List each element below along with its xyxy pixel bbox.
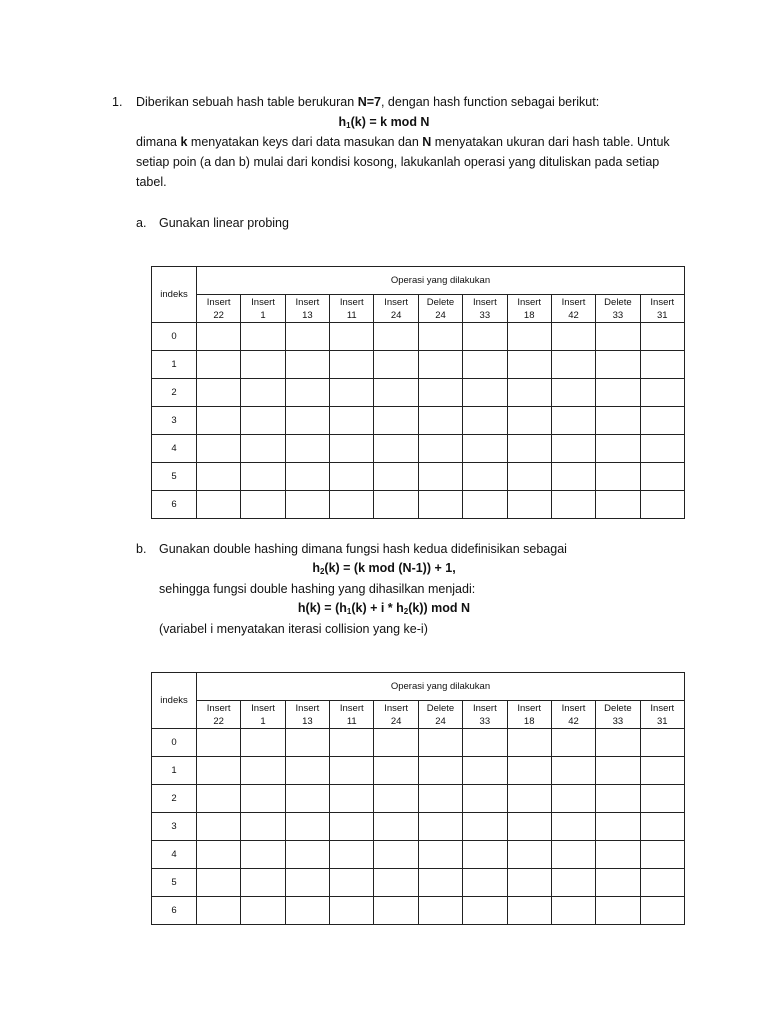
- formula-h2-h: h: [312, 561, 320, 575]
- table-cell[interactable]: [285, 463, 329, 491]
- operation-header-cell: [418, 295, 462, 323]
- table-cell[interactable]: [197, 897, 241, 925]
- table-row: [152, 785, 685, 813]
- table-cell[interactable]: [640, 491, 684, 519]
- table-cell[interactable]: [374, 729, 418, 757]
- table-cell[interactable]: [197, 813, 241, 841]
- row-index: 0: [152, 729, 197, 757]
- table-cell[interactable]: [507, 785, 551, 813]
- table-cell[interactable]: [551, 841, 595, 869]
- table-cell[interactable]: [596, 463, 640, 491]
- table-cell[interactable]: [374, 757, 418, 785]
- table-cell[interactable]: [640, 379, 684, 407]
- desc-part: menyatakan ukuran dari hash table. Untuk: [431, 135, 670, 149]
- table-cell[interactable]: [551, 379, 595, 407]
- desc-k: k: [180, 135, 188, 149]
- operation-key: 31: [657, 309, 668, 321]
- table-cell[interactable]: [285, 729, 329, 757]
- description-line-2: setiap poin (a dan b) mulai dari kondisi kosong, lakukanlah operasi yang dituliskan pada setiap: [136, 155, 660, 169]
- table-cell[interactable]: [197, 463, 241, 491]
- table-cell[interactable]: [507, 491, 551, 519]
- table-cell[interactable]: [285, 813, 329, 841]
- table-cell[interactable]: [197, 841, 241, 869]
- table-cell[interactable]: [463, 407, 507, 435]
- table-cell[interactable]: [330, 729, 374, 757]
- formula-h1: [0, 112, 768, 132]
- question-intro: [136, 92, 599, 112]
- formula-double-hash: [0, 598, 768, 618]
- table-cell[interactable]: [241, 841, 285, 869]
- operation-header-cell: [197, 701, 241, 729]
- table-cell[interactable]: [507, 379, 551, 407]
- table-cell[interactable]: [507, 407, 551, 435]
- table-cell[interactable]: [330, 841, 374, 869]
- operation-key: 24: [390, 309, 402, 321]
- table-cell[interactable]: [551, 785, 595, 813]
- operation-header-cell: [640, 295, 684, 323]
- operation-type: Insert: [206, 702, 231, 714]
- table-cell[interactable]: [241, 407, 285, 435]
- part-b-text-3: (variabel i menyatakan iterasi collision yang ke-i): [159, 622, 428, 636]
- part-a-label: a.: [136, 216, 147, 230]
- operation-header-cell: [463, 701, 507, 729]
- table-cell[interactable]: [241, 463, 285, 491]
- table-cell[interactable]: [285, 351, 329, 379]
- operation-key: 33: [612, 309, 624, 321]
- row-index: 2: [152, 785, 197, 813]
- table-cell[interactable]: [551, 813, 595, 841]
- table-cell[interactable]: [285, 379, 329, 407]
- table-cell[interactable]: [640, 463, 684, 491]
- operation-key: 31: [657, 715, 668, 727]
- table-cell[interactable]: [285, 869, 329, 897]
- table-cell[interactable]: [285, 491, 329, 519]
- operation-type: Insert: [517, 702, 542, 714]
- operation-type: Delete: [426, 702, 455, 714]
- operations-header: Operasi yang dilakukan: [197, 673, 685, 701]
- table-cell[interactable]: [596, 351, 640, 379]
- table-cell[interactable]: [507, 463, 551, 491]
- table-cell[interactable]: [596, 813, 640, 841]
- table-cell[interactable]: [330, 407, 374, 435]
- operation-type: Insert: [561, 296, 586, 308]
- part-b-text: Gunakan double hashing dimana fungsi hash kedua didefinisikan sebagai: [159, 542, 567, 556]
- table-cell[interactable]: [374, 491, 418, 519]
- operation-type: Insert: [339, 702, 364, 714]
- table-cell[interactable]: [285, 323, 329, 351]
- table-cell[interactable]: [463, 435, 507, 463]
- operation-key: 24: [435, 715, 446, 727]
- formula-h2: [0, 558, 768, 578]
- index-header: indeks: [152, 673, 197, 729]
- table-cell[interactable]: [596, 897, 640, 925]
- description-line-1: [136, 132, 670, 152]
- table-cell[interactable]: [551, 463, 595, 491]
- formula-part: h(k) = (h: [297, 601, 347, 615]
- table-cell[interactable]: [197, 435, 241, 463]
- formula-sub: 2: [403, 607, 409, 616]
- operation-header-cell: [507, 295, 551, 323]
- operation-header-cell: [507, 701, 551, 729]
- table-cell[interactable]: [596, 785, 640, 813]
- operations-row: [152, 295, 685, 323]
- table-cell[interactable]: [551, 491, 595, 519]
- table-cell[interactable]: [374, 841, 418, 869]
- table-cell[interactable]: [551, 729, 595, 757]
- row-index: 2: [152, 379, 197, 407]
- row-index: 0: [152, 323, 197, 351]
- table-cell[interactable]: [241, 379, 285, 407]
- operation-key: 33: [479, 309, 491, 321]
- table-row: [152, 897, 685, 925]
- operation-header-cell: [551, 701, 595, 729]
- operation-header-cell: [241, 295, 285, 323]
- table-cell[interactable]: [418, 785, 462, 813]
- table-cell[interactable]: [241, 785, 285, 813]
- operation-type: Insert: [517, 296, 542, 308]
- table-cell[interactable]: [463, 897, 507, 925]
- table-cell[interactable]: [374, 869, 418, 897]
- table-cell[interactable]: [463, 785, 507, 813]
- table-cell[interactable]: [418, 491, 462, 519]
- table-cell[interactable]: [418, 757, 462, 785]
- table-row: [152, 491, 685, 519]
- operation-header-cell: [596, 295, 640, 323]
- table-row: [152, 351, 685, 379]
- table-cell[interactable]: [418, 351, 462, 379]
- table-cell[interactable]: [197, 869, 241, 897]
- table-cell[interactable]: [241, 323, 285, 351]
- desc-part: menyatakan keys dari data masukan dan: [187, 135, 423, 149]
- description-line-3: tabel.: [136, 175, 167, 189]
- table-cell[interactable]: [241, 897, 285, 925]
- operation-key: 24: [390, 715, 402, 727]
- table-cell[interactable]: [241, 351, 285, 379]
- table-row: [152, 435, 685, 463]
- formula-h1-sub: 1: [346, 121, 351, 130]
- operation-key: 13: [302, 309, 313, 321]
- row-index: 6: [152, 897, 197, 925]
- formula-part: (k) + i * h: [351, 601, 404, 615]
- operation-key: 1: [260, 309, 266, 321]
- table-cell[interactable]: [640, 897, 684, 925]
- table-cell[interactable]: [596, 323, 640, 351]
- table-cell[interactable]: [640, 785, 684, 813]
- table-cell[interactable]: [640, 813, 684, 841]
- table-cell[interactable]: [463, 869, 507, 897]
- table-cell[interactable]: [463, 841, 507, 869]
- table-cell[interactable]: [330, 323, 374, 351]
- operation-type: Insert: [650, 296, 675, 308]
- table-cell[interactable]: [285, 841, 329, 869]
- operation-type: Insert: [472, 702, 497, 714]
- table-cell[interactable]: [418, 435, 462, 463]
- table-cell[interactable]: [463, 491, 507, 519]
- operation-key: 22: [213, 715, 224, 727]
- table-cell[interactable]: [418, 407, 462, 435]
- operation-header-cell: [330, 701, 374, 729]
- table-row: [152, 463, 685, 491]
- table-cell[interactable]: [507, 323, 551, 351]
- table-cell[interactable]: [640, 435, 684, 463]
- table-size: N=7: [357, 95, 381, 109]
- question-number: 1.: [112, 95, 123, 109]
- operation-key: 11: [346, 715, 357, 727]
- part-b-label: b.: [136, 542, 147, 556]
- table-cell[interactable]: [507, 729, 551, 757]
- table-cell[interactable]: [507, 435, 551, 463]
- formula-h2-sub: 2: [319, 567, 325, 576]
- operation-key: 18: [523, 715, 535, 727]
- row-index: 5: [152, 463, 197, 491]
- operation-type: Insert: [384, 702, 408, 714]
- table-cell[interactable]: [330, 869, 374, 897]
- table-cell[interactable]: [507, 897, 551, 925]
- row-index: 3: [152, 813, 197, 841]
- table-cell[interactable]: [640, 757, 684, 785]
- table-cell[interactable]: [418, 813, 462, 841]
- operation-header-cell: [330, 295, 374, 323]
- row-index: 3: [152, 407, 197, 435]
- operation-type: Insert: [251, 296, 275, 308]
- table-row: [152, 869, 685, 897]
- formula-sub: 1: [346, 607, 352, 616]
- table-cell[interactable]: [418, 841, 462, 869]
- operation-key: 1: [260, 715, 266, 727]
- table-cell[interactable]: [640, 351, 684, 379]
- formula-h2-rest: (k) = (k mod (N-1)) + 1,: [324, 561, 456, 575]
- operation-key: 42: [568, 715, 579, 727]
- table-row: [152, 407, 685, 435]
- table-cell[interactable]: [507, 841, 551, 869]
- operation-type: Insert: [384, 296, 408, 308]
- table-cell[interactable]: [374, 785, 418, 813]
- operation-type: Insert: [206, 296, 231, 308]
- table-cell[interactable]: [241, 813, 285, 841]
- operations-row: [152, 701, 685, 729]
- table-cell[interactable]: [418, 323, 462, 351]
- operation-header-cell: [285, 295, 329, 323]
- operation-header-cell: [596, 701, 640, 729]
- formula-h1-h: h: [338, 115, 347, 129]
- row-index: 4: [152, 841, 197, 869]
- table-cell[interactable]: [374, 379, 418, 407]
- table-cell[interactable]: [330, 351, 374, 379]
- table-cell[interactable]: [330, 785, 374, 813]
- table-cell[interactable]: [241, 491, 285, 519]
- operation-key: 13: [302, 715, 313, 727]
- row-index: 5: [152, 869, 197, 897]
- table-cell[interactable]: [640, 407, 684, 435]
- operation-type: Insert: [561, 702, 586, 714]
- table-cell[interactable]: [330, 757, 374, 785]
- operation-key: 33: [479, 715, 491, 727]
- table-cell[interactable]: [463, 323, 507, 351]
- table-cell[interactable]: [463, 379, 507, 407]
- table-cell[interactable]: [374, 463, 418, 491]
- table-cell[interactable]: [596, 757, 640, 785]
- operation-type: Insert: [472, 296, 497, 308]
- table-cell[interactable]: [285, 757, 329, 785]
- table-cell[interactable]: [640, 869, 684, 897]
- table-cell[interactable]: [596, 435, 640, 463]
- row-index: 6: [152, 491, 197, 519]
- table-cell[interactable]: [463, 757, 507, 785]
- table-cell[interactable]: [551, 407, 595, 435]
- operation-key: 33: [612, 715, 624, 727]
- table-cell[interactable]: [596, 869, 640, 897]
- table-cell[interactable]: [197, 757, 241, 785]
- operation-type: Insert: [650, 702, 675, 714]
- table-cell[interactable]: [285, 897, 329, 925]
- part-a-text: Gunakan linear probing: [159, 216, 289, 230]
- desc-n: N: [422, 135, 432, 149]
- operation-header-cell: [285, 701, 329, 729]
- operation-header-cell: [551, 295, 595, 323]
- part-b-text-2: sehingga fungsi double hashing yang dihasilkan menjadi:: [159, 582, 476, 596]
- table-cell[interactable]: [596, 407, 640, 435]
- table-row: [152, 379, 685, 407]
- table-cell[interactable]: [241, 435, 285, 463]
- index-header: indeks: [152, 267, 197, 323]
- formula-part: (k)) mod N: [408, 601, 471, 615]
- table-cell[interactable]: [241, 869, 285, 897]
- table-cell[interactable]: [596, 491, 640, 519]
- table-cell[interactable]: [418, 869, 462, 897]
- table-cell[interactable]: [374, 897, 418, 925]
- table-cell[interactable]: [418, 379, 462, 407]
- table-cell[interactable]: [330, 435, 374, 463]
- table-cell[interactable]: [285, 407, 329, 435]
- table-cell[interactable]: [197, 785, 241, 813]
- table-cell[interactable]: [463, 463, 507, 491]
- table-row: [152, 813, 685, 841]
- table-row: [152, 757, 685, 785]
- table-cell[interactable]: [507, 869, 551, 897]
- table-cell[interactable]: [463, 813, 507, 841]
- table-cell[interactable]: [197, 323, 241, 351]
- table-cell[interactable]: [374, 351, 418, 379]
- table-row: [152, 323, 685, 351]
- operation-key: 24: [435, 309, 446, 321]
- table-cell[interactable]: [330, 379, 374, 407]
- table-row: [152, 729, 685, 757]
- row-index: 1: [152, 757, 197, 785]
- table-cell[interactable]: [640, 841, 684, 869]
- table-cell[interactable]: [241, 757, 285, 785]
- operation-key: 22: [213, 309, 224, 321]
- operation-key: 18: [523, 309, 535, 321]
- table-cell[interactable]: [551, 757, 595, 785]
- operation-type: Delete: [604, 296, 632, 308]
- operation-header-cell: [374, 295, 418, 323]
- table-cell[interactable]: [596, 841, 640, 869]
- table-cell[interactable]: [551, 897, 595, 925]
- table-cell[interactable]: [285, 785, 329, 813]
- row-index: 4: [152, 435, 197, 463]
- operation-type: Insert: [295, 702, 320, 714]
- table-cell[interactable]: [418, 463, 462, 491]
- table-cell[interactable]: [463, 351, 507, 379]
- table-cell[interactable]: [330, 813, 374, 841]
- table-cell[interactable]: [507, 813, 551, 841]
- intro-text: Diberikan sebuah hash table berukuran: [136, 95, 358, 109]
- table-cell[interactable]: [197, 351, 241, 379]
- table-cell[interactable]: [418, 729, 462, 757]
- operations-header: Operasi yang dilakukan: [197, 267, 685, 295]
- table-cell[interactable]: [330, 463, 374, 491]
- table-cell[interactable]: [330, 491, 374, 519]
- table-cell[interactable]: [551, 351, 595, 379]
- table-cell[interactable]: [374, 323, 418, 351]
- operation-header-cell: [241, 701, 285, 729]
- table-cell[interactable]: [551, 869, 595, 897]
- operation-key: 42: [568, 309, 579, 321]
- table-cell[interactable]: [596, 729, 640, 757]
- operation-header-cell: [418, 701, 462, 729]
- table-cell[interactable]: [374, 435, 418, 463]
- intro-text-end: , dengan hash function sebagai berikut:: [380, 95, 600, 109]
- operation-header-cell: [463, 295, 507, 323]
- table-cell[interactable]: [507, 757, 551, 785]
- table-cell[interactable]: [197, 407, 241, 435]
- operation-header-cell: [640, 701, 684, 729]
- desc-part: dimana: [136, 135, 181, 149]
- table-cell[interactable]: [640, 729, 684, 757]
- table-cell[interactable]: [285, 435, 329, 463]
- table-row: [152, 841, 685, 869]
- double-hashing-table: [151, 672, 685, 925]
- table-cell[interactable]: [197, 729, 241, 757]
- operation-type: Delete: [604, 702, 632, 714]
- table-cell[interactable]: [241, 729, 285, 757]
- table-cell[interactable]: [374, 407, 418, 435]
- table-cell[interactable]: [596, 379, 640, 407]
- table-cell[interactable]: [507, 351, 551, 379]
- table-cell[interactable]: [463, 729, 507, 757]
- linear-probing-table: [151, 266, 685, 519]
- operation-type: Insert: [251, 702, 275, 714]
- table-cell[interactable]: [197, 491, 241, 519]
- row-index: 1: [152, 351, 197, 379]
- operation-type: Insert: [339, 296, 364, 308]
- operation-type: Insert: [295, 296, 320, 308]
- formula-h1-rest: (k) = k mod N: [350, 115, 430, 129]
- operation-key: 11: [346, 309, 357, 321]
- table-cell[interactable]: [330, 897, 374, 925]
- table-cell[interactable]: [551, 323, 595, 351]
- table-cell[interactable]: [418, 897, 462, 925]
- table-cell[interactable]: [197, 379, 241, 407]
- table-cell[interactable]: [374, 813, 418, 841]
- operation-type: Delete: [426, 296, 455, 308]
- operation-header-cell: [197, 295, 241, 323]
- operation-header-cell: [374, 701, 418, 729]
- table-cell[interactable]: [551, 435, 595, 463]
- table-cell[interactable]: [640, 323, 684, 351]
